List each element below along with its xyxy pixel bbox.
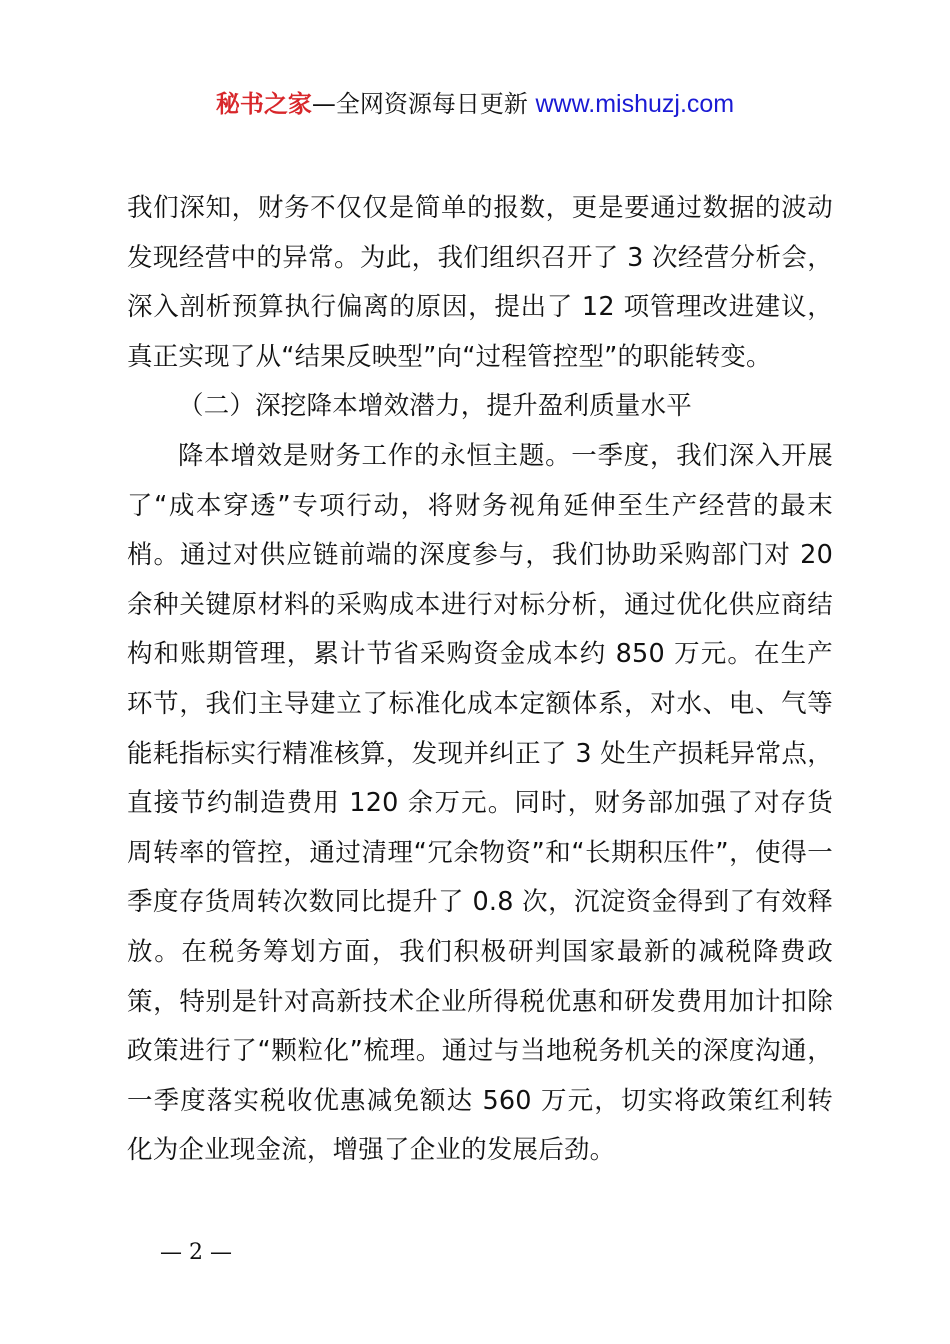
section-subheading: （二）深挖降本增效潜力，提升盈利质量水平 [178,391,693,422]
header-dash: — [311,90,336,118]
document-body [127,184,833,1176]
body-paragraph-2: 降本增效是财务工作的永恒主题。一季度，我们深入开展了“成本穿透”专项行动，将财务视角延伸至生产经营的最末梢。通过对供应链前端的深度参与，我们协助采购部门对 20 余种关键原材料的采购成本进行对标分析，通过优化供应商结构和账期管理，累计节省采购资金成本约 850 万元。在生产环节，我们主导建立了标准化成本定额体系，对水、电、气等能耗指标实行精准核算，发现并纠正了 3 处生产损耗异常点，直接节约制造费用 120 余万元。同时，财务部加强了对存货周转率的管控，通过清理“冗余物资”和“长期积压件”，使得一季度存货周转次数同比提升了 0.8 次，沉淀资金得到了有效释放。在税务筹划方面，我们积极研判国家最新的减税降费政策，特别是针对高新技术企业所得税优惠和研发费用加计扣除政策进行了“颗粒化”梳理。通过与当地税务机关的深度沟通，一季度落实税收优惠减免额达 560 万元，切实将政策红利转化为企业现金流，增强了企业的发展后劲。 [127,440,833,1166]
page-header [0,86,950,122]
header-url-link[interactable]: www.mishuzj.com [535,90,735,118]
page-number: — 2 — [160,1240,232,1265]
header-tagline: 全网资源每日更新 [335,90,528,118]
brand-name: 秘书之家 [215,90,312,118]
body-paragraph-1: 我们深知，财务不仅仅是简单的报数，更是要通过数据的波动发现经营中的异常。为此，我们组织召开了 3 次经营分析会，深入剖析预算执行偏离的原因，提出了 12 项管理改进建议，真正实现了从“结果反映型”向“过程管控型”的职能转变。 [127,193,833,372]
